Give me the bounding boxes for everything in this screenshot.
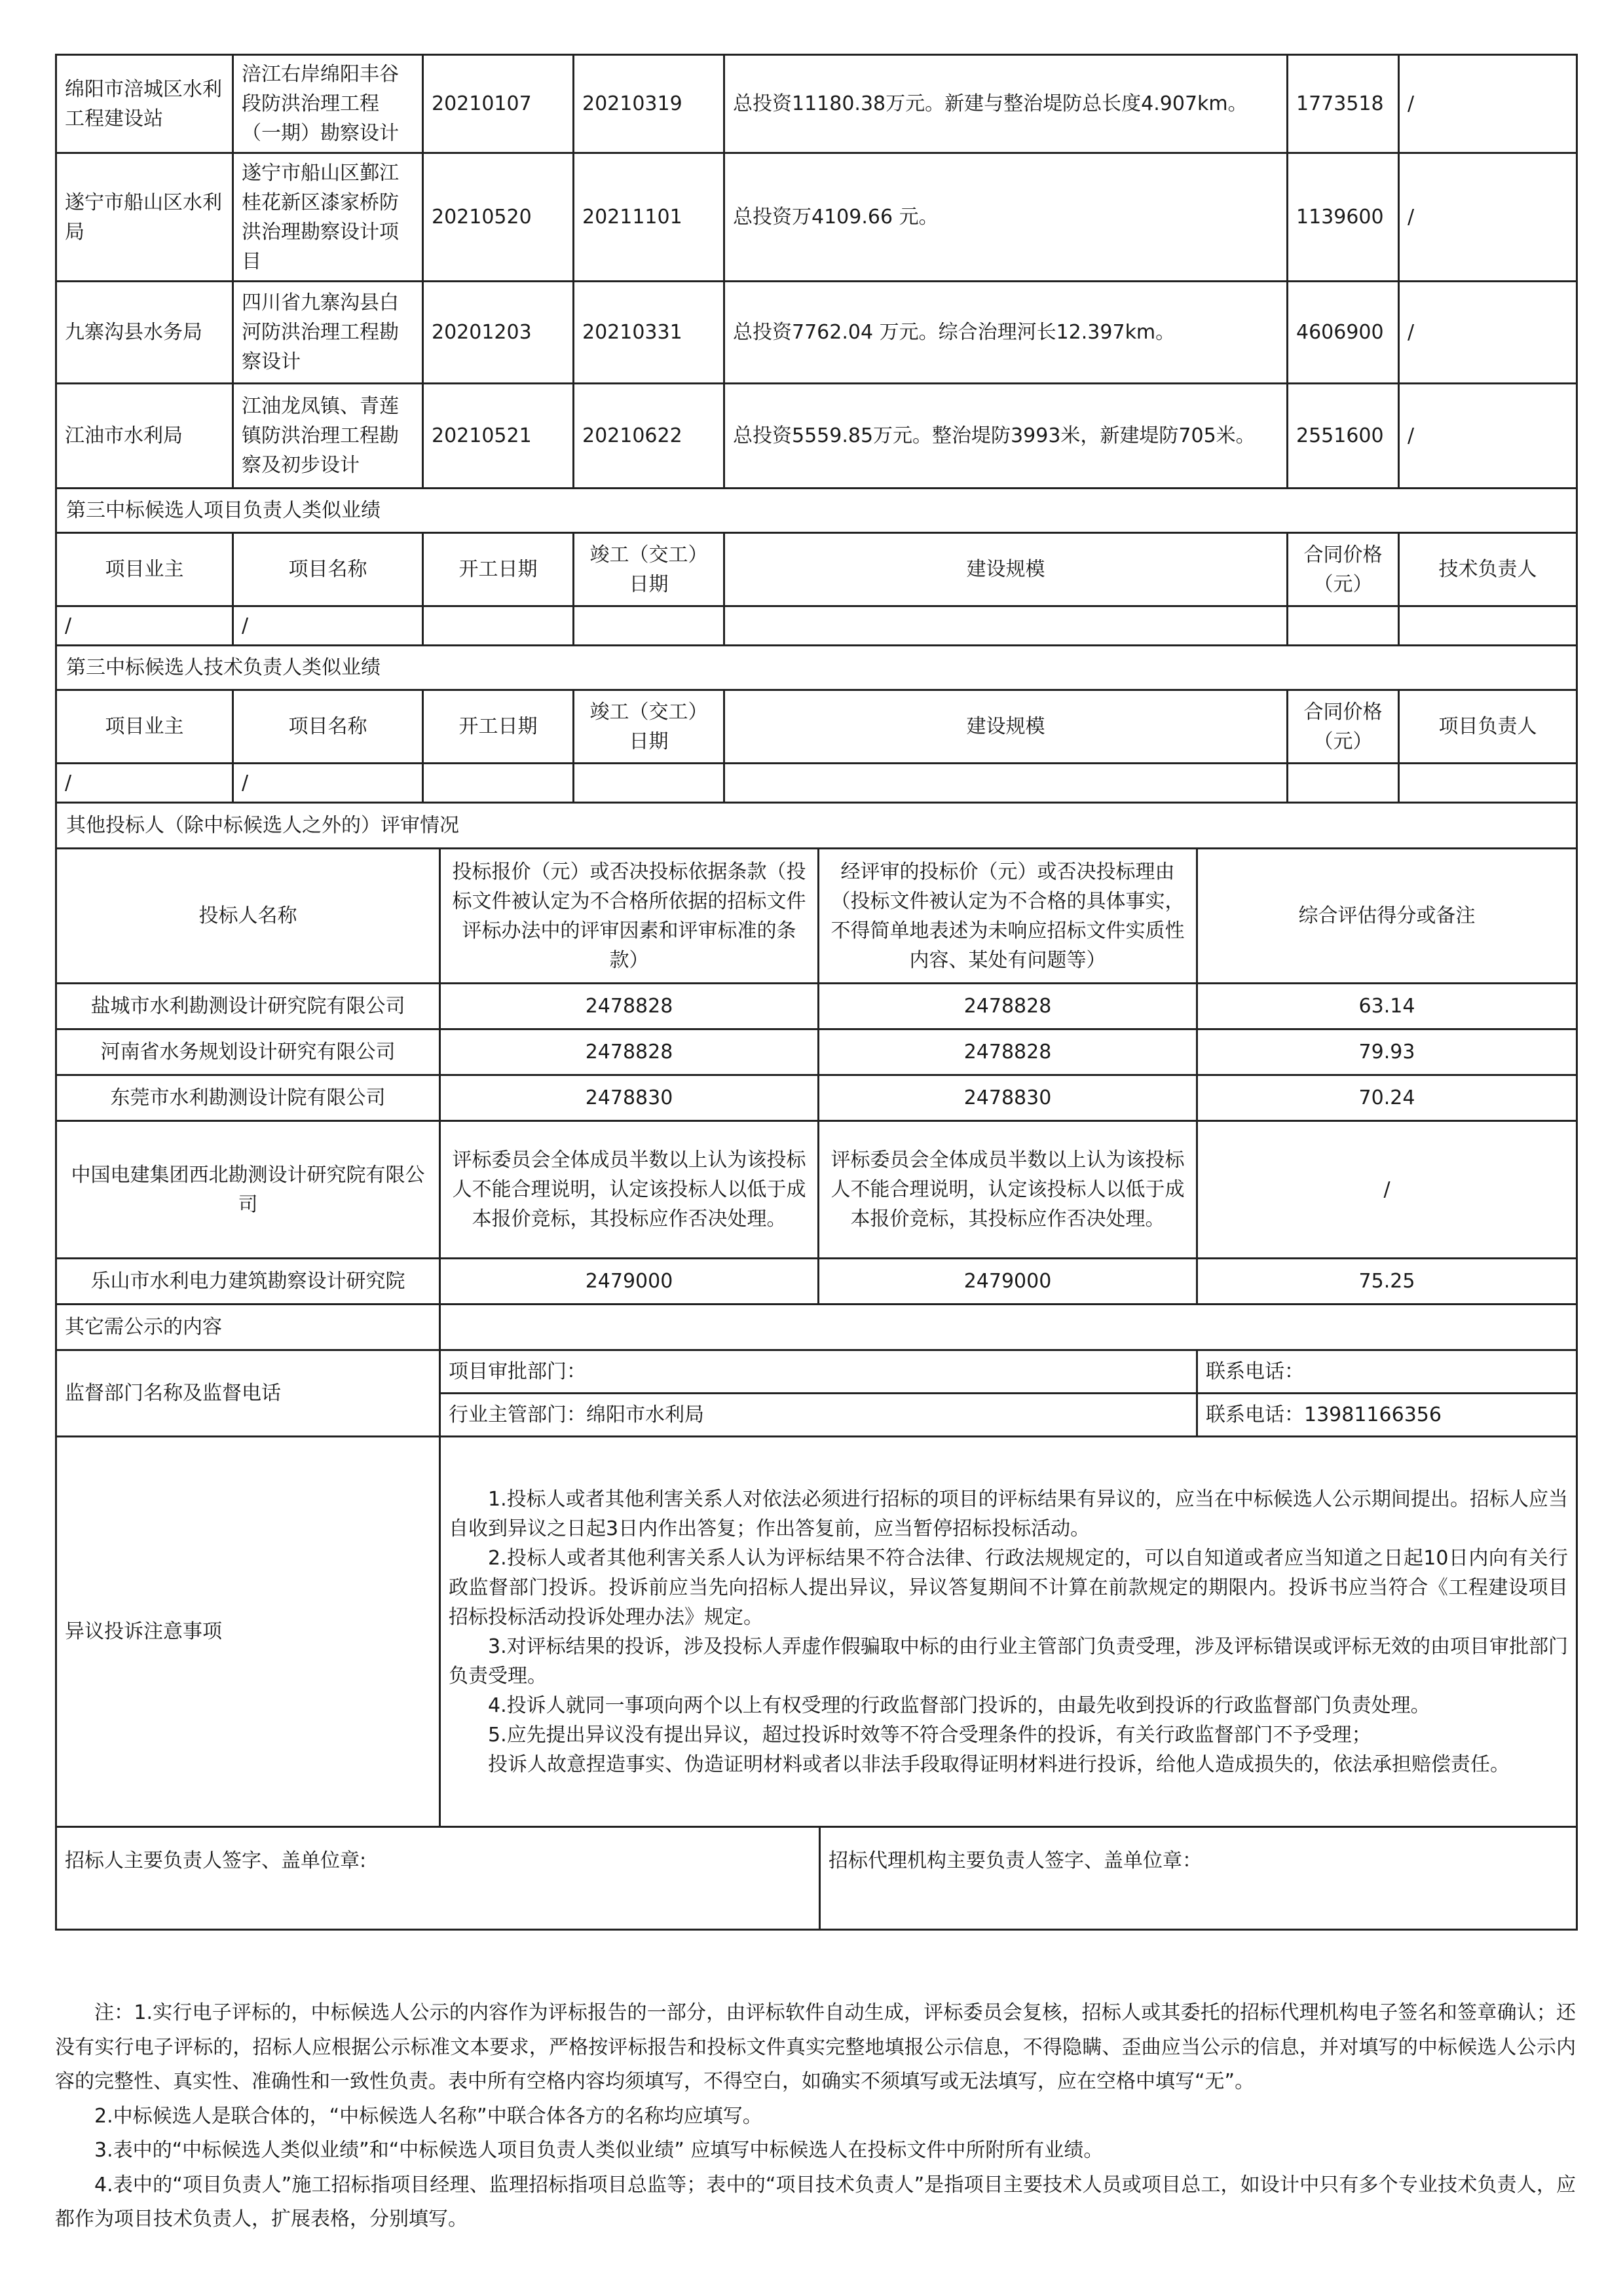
reviewed-price-cell: 评标委员会全体成员半数以上认为该投标人不能合理说明，认定该投标人以低于成本报价竞标，其投标应作否决处理。 [819, 1121, 1197, 1259]
price-cell: 2551600 [1288, 384, 1399, 489]
table-row [56, 1121, 1577, 1259]
objection-paragraph: 2.投标人或者其他利害关系人认为评标结果不符合法律、行政法规规定的，可以自知道或者应当知道之日起10日内向有关行政监督部门投诉。投诉前应当先向招标人提出异议，异议答复期间不计算在前款规定的期限内。投诉书应当符合《工程建设项目招标投标活动投诉处理办法》规定。 [449, 1546, 1568, 1629]
col-header-bid-price: 投标报价（元）或否决投标依据条款（投标文件被认定为不合格所依据的招标文件评标办法中的评审因素和评审标准的条款） [440, 849, 819, 984]
approval-dept-cell: 项目审批部门： [440, 1350, 1197, 1394]
section-title: 第三中标候选人技术负责人类似业绩 [56, 646, 1577, 690]
project-owner-cell: 绵阳市涪城区水利工程建设站 [56, 55, 233, 153]
bidder-name-cell: 东莞市水利勘测设计院有限公司 [56, 1075, 440, 1121]
project-owner-cell: 九寨沟县水务局 [56, 282, 233, 384]
supervision-label: 监督部门名称及监督电话 [56, 1350, 440, 1437]
other-content-value [440, 1305, 1577, 1350]
col-header-start: 开工日期 [423, 690, 574, 764]
col-header-end: 竣工（交工）日期 [574, 533, 724, 606]
empty-cell [1399, 764, 1577, 803]
end-date-cell: 20210319 [574, 55, 724, 153]
end-date-cell: 20210622 [574, 384, 724, 489]
objection-paragraph: 3.对评标结果的投诉，涉及投标人弄虚作假骗取中标的由行业主管部门负责受理，涉及评标错误或评标无效的由项目审批部门负责受理。 [449, 1635, 1568, 1688]
col-header-price: 合同价格（元） [1288, 533, 1399, 606]
footnote: 3.表中的“中标候选人类似业绩”和“中标候选人项目负责人类似业绩” 应填写中标候选人在投标文件中所附所有业绩。 [94, 2139, 1104, 2162]
col-header-scale: 建设规模 [724, 533, 1288, 606]
start-date-cell: 20210107 [423, 55, 574, 153]
empty-cell [1288, 764, 1399, 803]
col-header-name: 项目名称 [233, 533, 423, 606]
project-name-cell: 四川省九寨沟县白河防洪治理工程勘察设计 [233, 282, 423, 384]
col-header-bidder: 投标人名称 [56, 849, 440, 984]
score-cell: / [1197, 1121, 1577, 1259]
col-header-reviewed-price: 经评审的投标价（元）或否决投标理由（投标文件被认定为不合格的具体事实，不得简单地表述为未响应招标文件实质性内容、某处有问题等） [819, 849, 1197, 984]
score-cell: 75.25 [1197, 1259, 1577, 1305]
objection-paragraph: 投诉人故意捏造事实、伪造证明材料或者以非法手段取得证明材料进行投诉，给他人造成损失的，依法承担赔偿责任。 [488, 1752, 1510, 1776]
project-name-cell: / [233, 764, 423, 803]
empty-cell [724, 764, 1288, 803]
col-header-scale: 建设规模 [724, 690, 1288, 764]
project-owner-cell: 江油市水利局 [56, 384, 233, 489]
supervision-row [56, 1350, 1577, 1394]
section-title-row [56, 803, 1577, 849]
section-title-row [56, 489, 1577, 533]
scale-cell: 总投资7762.04 万元。综合治理河长12.397km。 [724, 282, 1288, 384]
person-cell: / [1399, 384, 1577, 489]
project-name-cell: 涪江右岸绵阳丰谷段防洪治理工程（一期）勘察设计 [233, 55, 423, 153]
table-row [56, 55, 1577, 153]
footnote: 2.中标候选人是联合体的，“中标候选人名称”中联合体各方的名称均应填写。 [94, 2104, 762, 2128]
person-cell: / [1399, 153, 1577, 282]
bid-candidate-notice-page [55, 54, 1576, 1931]
reviewed-price-cell: 2478828 [819, 1029, 1197, 1075]
objection-paragraph: 1.投标人或者其他利害关系人对依法必须进行招标的项目的评标结果有异议的，应当在中标候选人公示期间提出。招标人应当自收到异议之日起3日内作出答复；作出答复前，应当暂停招标投标活动。 [449, 1487, 1568, 1540]
bid-price-cell: 评标委员会全体成员半数以上认为该投标人不能合理说明，认定该投标人以低于成本报价竞标，其投标应作否决处理。 [440, 1121, 819, 1259]
section-title: 第三中标候选人项目负责人类似业绩 [56, 489, 1577, 533]
objection-paragraph: 5.应先提出异议没有提出异议，超过投诉时效等不符合受理条件的投诉，有关行政监督部门不予受理； [488, 1723, 1371, 1747]
col-header-price: 合同价格（元） [1288, 690, 1399, 764]
footnotes [55, 1996, 1576, 2237]
table-row [56, 984, 1577, 1029]
bidder-name-cell: 盐城市水利勘测设计研究院有限公司 [56, 984, 440, 1029]
supervision-table [55, 1349, 1578, 1931]
objection-paragraph: 4.投诉人就同一事项向两个以上有权受理的行政监督部门投诉的，由最先收到投诉的行政监督部门负责处理。 [488, 1694, 1430, 1717]
col-header-owner: 项目业主 [56, 533, 233, 606]
col-header-person: 项目负责人 [1399, 690, 1577, 764]
project-owner-cell: / [56, 764, 233, 803]
empty-cell [423, 606, 574, 646]
project-owner-cell: / [56, 606, 233, 646]
empty-cell [1288, 606, 1399, 646]
score-cell: 79.93 [1197, 1029, 1577, 1075]
project-owner-cell: 遂宁市船山区水利局 [56, 153, 233, 282]
col-header-name: 项目名称 [233, 690, 423, 764]
start-date-cell: 20201203 [423, 282, 574, 384]
empty-cell [574, 606, 724, 646]
col-header-person: 技术负责人 [1399, 533, 1577, 606]
project-name-cell: 遂宁市船山区鄞江桂花新区漆家桥防洪治理勘察设计项目 [233, 153, 423, 282]
table-header-row [56, 849, 1577, 984]
start-date-cell: 20210520 [423, 153, 574, 282]
industry-dept-cell: 行业主管部门：绵阳市水利局 [440, 1394, 1197, 1437]
reviewed-price-cell: 2479000 [819, 1259, 1197, 1305]
scale-cell: 总投资11180.38万元。新建与整治堤防总长度4.907km。 [724, 55, 1288, 153]
bid-price-cell: 2478830 [440, 1075, 819, 1121]
bidder-name-cell: 乐山市水利电力建筑勘察设计研究院 [56, 1259, 440, 1305]
other-bidders-table [55, 802, 1578, 1351]
scale-cell: 总投资万4109.66 元。 [724, 153, 1288, 282]
table-row [56, 606, 1577, 646]
table-row [56, 764, 1577, 803]
table-row [56, 1075, 1577, 1121]
section-title-row [56, 646, 1577, 690]
reviewed-price-cell: 2478830 [819, 1075, 1197, 1121]
table-header-row [56, 690, 1577, 764]
bid-price-cell: 2478828 [440, 1029, 819, 1075]
score-cell: 63.14 [1197, 984, 1577, 1029]
objection-row [56, 1437, 1577, 1827]
person-cell: / [1399, 282, 1577, 384]
start-date-cell: 20210521 [423, 384, 574, 489]
approval-phone-cell: 联系电话： [1197, 1350, 1577, 1394]
col-header-start: 开工日期 [423, 533, 574, 606]
empty-cell [724, 606, 1288, 646]
score-cell: 70.24 [1197, 1075, 1577, 1121]
empty-cell [423, 764, 574, 803]
table-row [56, 282, 1577, 384]
signature-row [56, 1827, 1577, 1930]
project-name-cell: 江油龙凤镇、青莲镇防洪治理工程勘察及初步设计 [233, 384, 423, 489]
empty-cell [1399, 606, 1577, 646]
reviewed-price-cell: 2478828 [819, 984, 1197, 1029]
agency-signature: 招标代理机构主要负责人签字、盖单位章： [820, 1827, 1577, 1930]
objection-label: 异议投诉注意事项 [56, 1437, 440, 1827]
end-date-cell: 20210331 [574, 282, 724, 384]
bidder-name-cell: 中国电建集团西北勘测设计研究院有限公司 [56, 1121, 440, 1259]
scale-cell: 总投资5559.85万元。整治堤防3993米，新建堤防705米。 [724, 384, 1288, 489]
footnote: 4.表中的“项目负责人”施工招标指项目经理、监理招标指项目总监等；表中的“项目技术负责人”是指项目主要技术人员或项目总工，如设计中只有多个专业技术负责人，应都作为项目技术负责人，扩展表格，分别填写。 [55, 2173, 1576, 2231]
col-header-owner: 项目业主 [56, 690, 233, 764]
price-cell: 4606900 [1288, 282, 1399, 384]
table-row [56, 153, 1577, 282]
person-cell: / [1399, 55, 1577, 153]
price-cell: 1773518 [1288, 55, 1399, 153]
end-date-cell: 20211101 [574, 153, 724, 282]
section-title: 其他投标人（除中标候选人之外的）评审情况 [56, 803, 1577, 849]
footnote: 注：1.实行电子评标的，中标候选人公示的内容作为评标报告的一部分，由评标软件自动生成，评标委员会复核，招标人或其委托的招标代理机构电子签名和签章确认；还没有实行电子评标的，招标人应根据公示标准文本要求，严格按评标报告和投标文件真实完整地填报公示信息，不得隐瞒、歪曲应当公示的信息，并对填写的中标候选人公示内容的完整性、真实性、准确性和一致性负责。表中所有空格内容均须填写，不得空白，如确实不须填写或无法填写，应在空格中填写“无”。 [55, 2001, 1576, 2093]
project-name-cell: / [233, 606, 423, 646]
other-content-row [56, 1305, 1577, 1350]
objection-text [440, 1437, 1577, 1827]
table-row [56, 384, 1577, 489]
table-row [56, 1029, 1577, 1075]
table-header-row [56, 533, 1577, 606]
industry-phone-cell: 联系电话：13981166356 [1197, 1394, 1577, 1437]
other-content-label: 其它需公示的内容 [56, 1305, 440, 1350]
col-header-score: 综合评估得分或备注 [1197, 849, 1577, 984]
bidder-name-cell: 河南省水务规划设计研究有限公司 [56, 1029, 440, 1075]
empty-cell [574, 764, 724, 803]
table-row [56, 1259, 1577, 1305]
performance-table [55, 54, 1578, 804]
col-header-end: 竣工（交工）日期 [574, 690, 724, 764]
tenderer-signature: 招标人主要负责人签字、盖单位章: [56, 1827, 820, 1930]
price-cell: 1139600 [1288, 153, 1399, 282]
bid-price-cell: 2478828 [440, 984, 819, 1029]
bid-price-cell: 2479000 [440, 1259, 819, 1305]
